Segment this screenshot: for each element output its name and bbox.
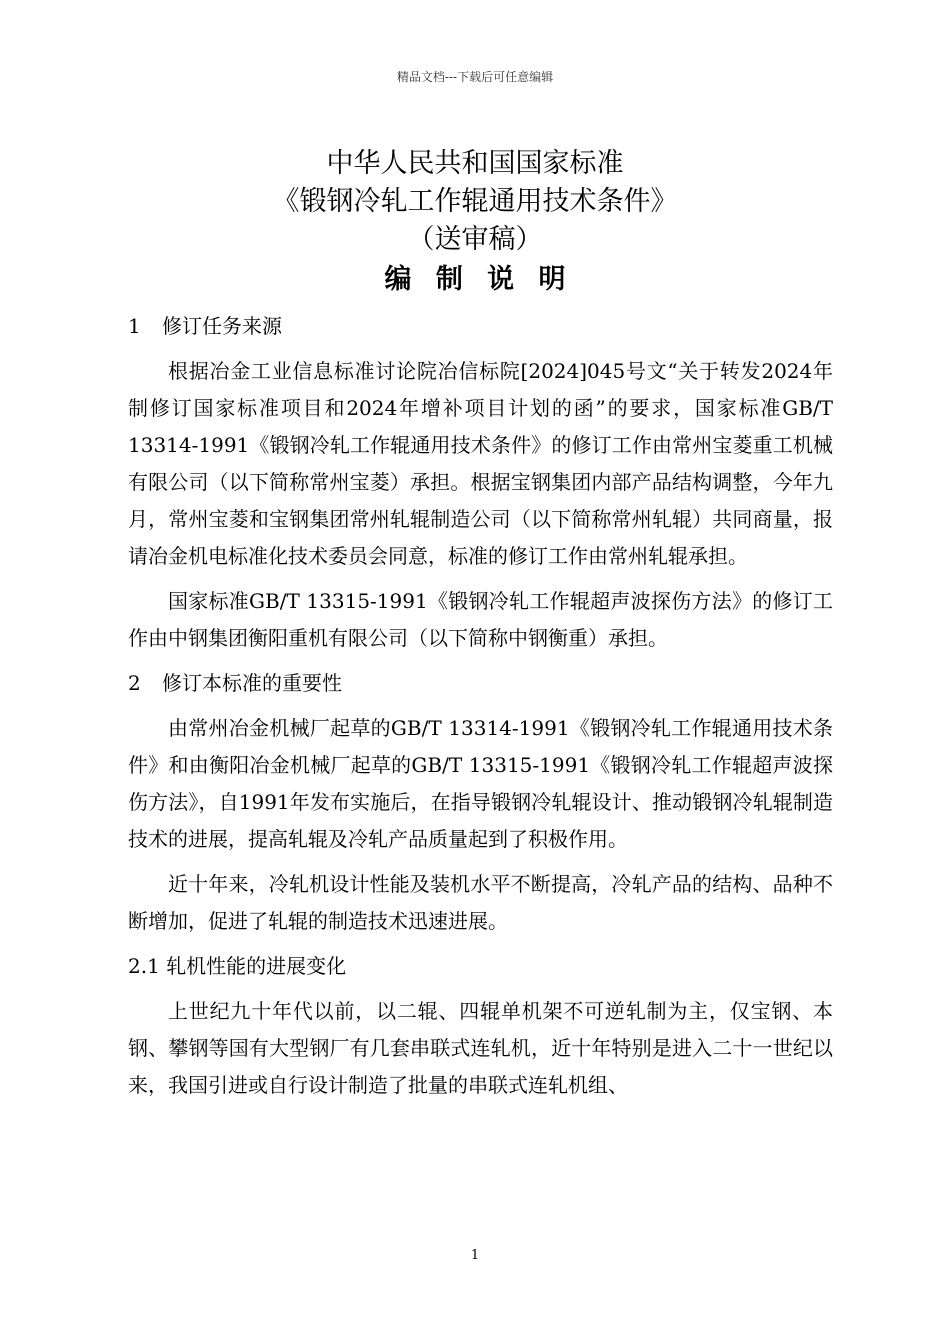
section-2-number: 2 (128, 671, 141, 695)
section-2-heading (128, 665, 833, 702)
section-1-number: 1 (128, 314, 141, 338)
section-2-paragraph-1: 由常州冶金机械厂起草的GB/T 13314-1991《锻钢冷轧工作辊通用技术条件》和由衡阳冶金机械厂起草的GB/T 13315-1991《锻钢冷轧工作辊超声波探伤方法》，自1991年发布实施后，在指导锻钢冷轧辊设计、推动锻钢冷轧辊制造技术的进展，提高轧辊及冷轧产品质量起到了积极作用。 (128, 716, 833, 851)
document-title (0, 145, 950, 299)
header-note: 精品文档---下载后可任意编辑 (396, 70, 554, 84)
page-number: 1 (470, 1248, 480, 1263)
section-1-paragraph-1: 根据冶金工业信息标准讨论院冶信标院[2024]045号文“关于转发2024年制修订国家标准项目和2024年增补项目计划的函”的要求，国家标准GB/T 13314-1991《锻钢冷轧工作辊通用技术条件》的修订工作由常州宝菱重工机械有限公司（以下简称常州宝菱）承担。根据宝钢集团内部产品结构调整，今年九月，常州宝菱和宝钢集团常州轧辊制造公司（以下简称常州轧辊）共同商量，报请冶金机电标准化技术委员会同意，标准的修订工作由常州轧辊承担。 (128, 359, 833, 568)
section-2-paragraph-2: 近十年来，冷轧机设计性能及装机水平不断提高，冷轧产品的结构、品种不断增加，促进了轧辊的制造技术迅速进展。 (128, 872, 833, 933)
section-2-1-heading: 2.1 轧机性能的进展变化 (128, 954, 347, 978)
section-1-heading (128, 308, 833, 345)
title-line-3: （送审稿） (407, 224, 543, 255)
title-line-4: 编制说明 (384, 264, 590, 295)
title-line-2: 《锻钢冷轧工作辊通用技术条件》 (272, 186, 678, 217)
section-1-paragraph-2: 国家标准GB/T 13315-1991《锻钢冷轧工作辊超声波探伤方法》的修订工作由中钢集团衡阳重机有限公司（以下简称中钢衡重）承担。 (128, 589, 833, 650)
section-1-title: 修订任务来源 (162, 314, 282, 338)
title-line-1: 中华人民共和国国家标准 (326, 148, 624, 179)
section-2-title: 修订本标准的重要性 (162, 671, 342, 695)
section-2-1-paragraph-1: 上世纪九十年代以前，以二辊、四辊单机架不可逆轧制为主，仅宝钢、本钢、攀钢等国有大型钢厂有几套串联式连轧机，近十年特别是进入二十一世纪以来，我国引进或自行设计制造了批量的串联式连轧机组、 (128, 999, 833, 1097)
document-body (128, 308, 833, 1112)
